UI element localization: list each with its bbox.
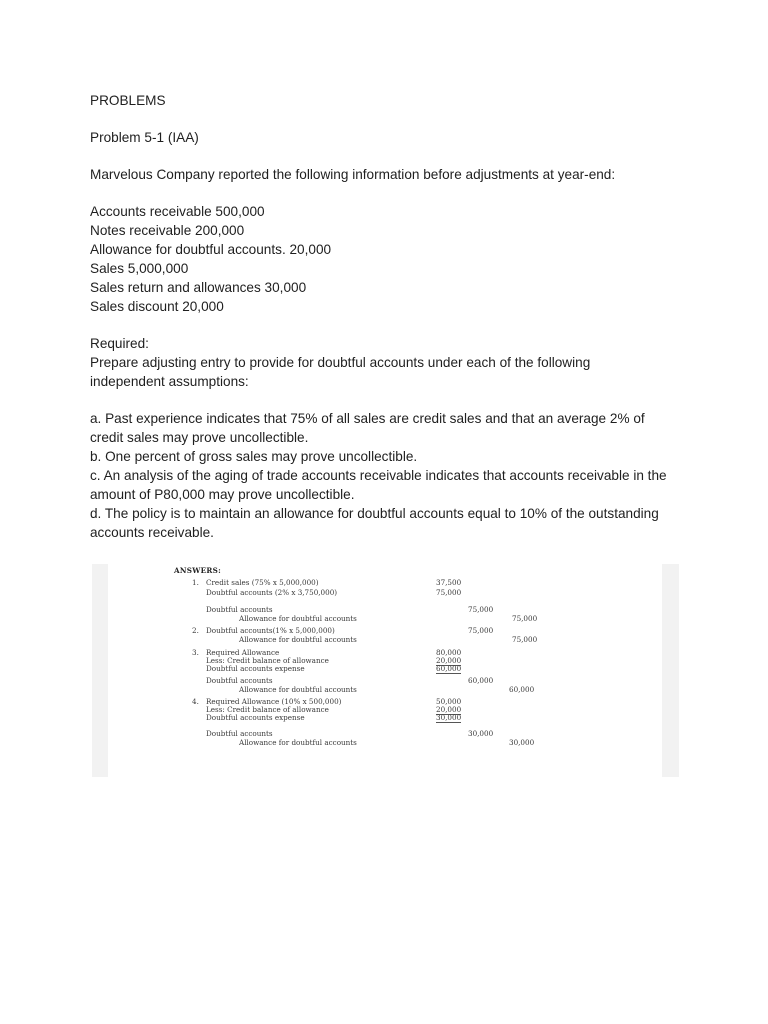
answer-number: 1. (192, 578, 199, 587)
answer-amount: 20,000 (436, 705, 462, 714)
answer-amount: 20,000 (436, 656, 462, 665)
answer-line: Required Allowance (206, 648, 280, 657)
credit-amount: 75,000 (512, 614, 538, 623)
credit-amount: 75,000 (512, 635, 538, 644)
entry-credit: Allowance for doubtful accounts (239, 685, 357, 694)
answer-line: Less: Credit balance of allowance (206, 705, 329, 714)
answers-sheet (108, 564, 662, 777)
answer-number: 2. (192, 626, 199, 635)
fact-line: Sales 5,000,000 (90, 261, 189, 276)
answer-line: Credit sales (75% x 5,000,000) (206, 578, 319, 587)
answer-amount: 50,000 (436, 697, 462, 706)
answer-line: Less: Credit balance of allowance (206, 656, 329, 665)
answers-image (92, 564, 679, 777)
credit-amount: 30,000 (509, 738, 535, 747)
assumption-line: c. An analysis of the aging of trade accounts receivable indicates that accounts receivable in the (90, 468, 667, 483)
entry-credit: Allowance for doubtful accounts (239, 614, 357, 623)
debit-amount: 60,000 (468, 676, 494, 685)
fact-line: Accounts receivable 500,000 (90, 204, 265, 219)
answer-amount: 37,500 (436, 578, 462, 587)
debit-amount: 75,000 (468, 626, 494, 635)
fact-line: Allowance for doubtful accounts. 20,000 (90, 242, 332, 257)
assumption-line: a. Past experience indicates that 75% of all sales are credit sales and that an average 2% of (90, 411, 645, 426)
assumption-line: amount of P80,000 may prove uncollectible. (90, 487, 355, 502)
assumption-line: b. One percent of gross sales may prove uncollectible. (90, 449, 418, 464)
assumption-line: credit sales may prove uncollectible. (90, 430, 309, 445)
entry-credit: Allowance for doubtful accounts (239, 635, 357, 644)
assumption-line: d. The policy is to maintain an allowance for doubtful accounts equal to 10% of the outstanding (90, 506, 659, 521)
answers-title: ANSWERS: (174, 566, 222, 575)
answer-amount: 80,000 (436, 648, 462, 657)
fact-line: Sales discount 20,000 (90, 299, 224, 314)
answer-amount: 75,000 (436, 588, 462, 597)
assumption-line: accounts receivable. (90, 525, 214, 540)
problem-title: Problem 5-1 (IAA) (90, 130, 199, 145)
heading: PROBLEMS (90, 93, 166, 108)
entry-debit: Doubtful accounts (206, 605, 273, 614)
intro-text: Marvelous Company reported the following information before adjustments at year-end: (90, 167, 616, 182)
required-label: Required: (90, 336, 149, 351)
credit-amount: 60,000 (509, 685, 535, 694)
answer-line: Required Allowance (10% x 500,000) (206, 697, 342, 706)
required-text: Prepare adjusting entry to provide for doubtful accounts under each of the following (90, 355, 591, 370)
entry-debit: Doubtful accounts(1% x 5,000,000) (206, 626, 335, 635)
entry-debit: Doubtful accounts (206, 729, 273, 738)
fact-line: Notes receivable 200,000 (90, 223, 245, 238)
answer-line: Doubtful accounts (2% x 3,750,000) (206, 588, 338, 597)
answer-amount: 30,000 (436, 713, 462, 722)
answer-number: 4. (192, 697, 199, 706)
debit-amount: 30,000 (468, 729, 494, 738)
fact-line: Sales return and allowances 30,000 (90, 280, 307, 295)
debit-amount: 75,000 (468, 605, 494, 614)
answer-line: Doubtful accounts expense (206, 713, 305, 722)
entry-credit: Allowance for doubtful accounts (239, 738, 357, 747)
document-body (90, 91, 690, 542)
answer-amount: 60,000 (436, 664, 462, 673)
answer-line: Doubtful accounts expense (206, 664, 305, 673)
entry-debit: Doubtful accounts (206, 676, 273, 685)
required-text: independent assumptions: (90, 374, 249, 389)
answer-number: 3. (192, 648, 199, 657)
